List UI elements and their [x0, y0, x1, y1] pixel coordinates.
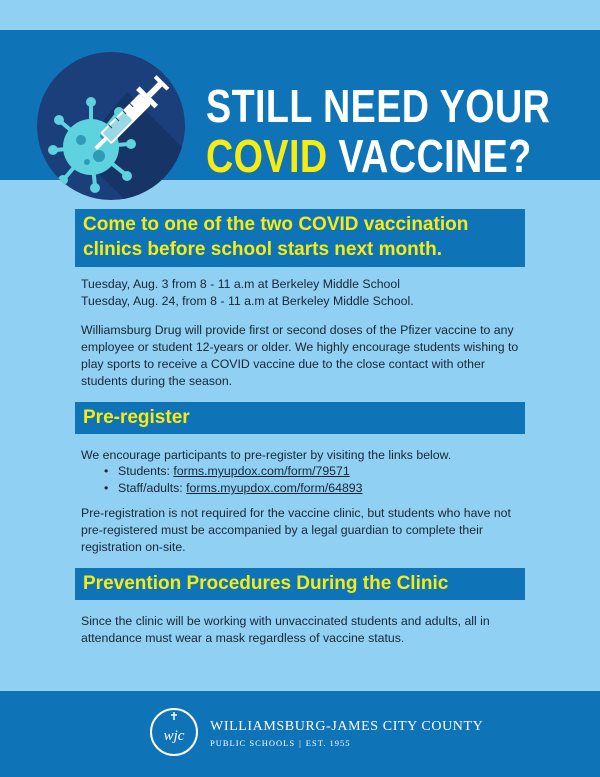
logo-letters: wjc — [163, 728, 185, 744]
page-title — [206, 80, 551, 182]
header-band — [0, 30, 600, 180]
org-sub-separator: | — [299, 738, 302, 748]
students-form-link[interactable]: forms.myupdox.com/form/79571 — [173, 464, 350, 478]
title-highlight-covid: COVID — [206, 130, 328, 182]
preregister-intro: We encourage participants to pre-register by visiting the links below. — [81, 448, 452, 462]
preregister-heading: Pre-register — [75, 402, 525, 434]
staff-form-link[interactable]: forms.myupdox.com/form/64893 — [186, 481, 363, 495]
org-sub-right: EST. 1955 — [305, 738, 351, 748]
clinic-date-1: Tuesday, Aug. 3 from 8 - 11 a.m at Berkeley Middle School — [81, 277, 400, 291]
org-sub-left: PUBLIC SCHOOLS — [210, 738, 296, 748]
clinics-heading: Come to one of the two COVID vaccination clinics before school starts next month. — [75, 209, 525, 267]
list-item — [104, 463, 362, 480]
link-label-staff: Staff/adults: — [118, 481, 187, 495]
org-name: WILLIAMSBURG-JAMES CITY COUNTY — [210, 719, 484, 734]
list-item — [104, 480, 362, 497]
link-label-students: Students: — [118, 464, 174, 478]
footer-band — [0, 691, 600, 777]
title-line-2-rest: VACCINE? — [327, 130, 532, 182]
clinic-date-2: Tuesday, Aug. 24, from 8 - 11 a.m at Berkeley Middle School. — [81, 294, 414, 308]
preregister-note: Pre-registration is not required for the vaccine clinic, but students who have not pre-registered must be accompanied by a legal guardian to complete their registration on-site. — [81, 506, 511, 554]
org-subtitle — [210, 738, 351, 748]
vaccine-syringe-virus-icon — [37, 52, 185, 200]
title-line-1: STILL NEED YOUR — [206, 80, 551, 132]
clinic-dates — [81, 276, 531, 310]
prevention-heading: Prevention Procedures During the Clinic — [75, 568, 525, 600]
title-line-2 — [206, 130, 532, 182]
preregister-links — [104, 463, 362, 497]
prevention-text: Since the clinic will be working with unvaccinated students and adults, all in attendance must wear a mask regardless of vaccine status. — [81, 614, 490, 645]
clinic-description: Williamsburg Drug will provide first or second doses of the Pfizer vaccine to any employee or student 12-years or older. We highly encourage students wishing to play sports to receive a COVID vaccine due to the close contact with other students during the season. — [81, 323, 519, 388]
wjcc-school-logo — [150, 708, 198, 756]
